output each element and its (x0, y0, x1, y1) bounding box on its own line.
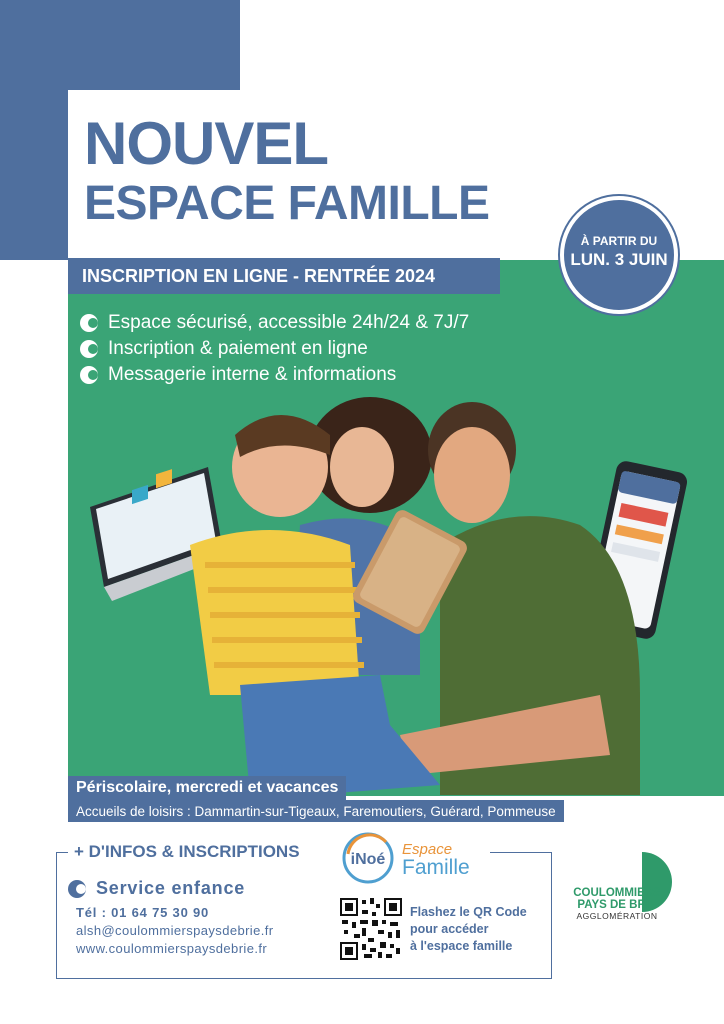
agglo-line-2: PAYS DE BRIE (577, 899, 657, 911)
qr-line-3: à l'espace famille (410, 939, 513, 953)
feature-text: Espace sécurisé, accessible 24h/24 & 7J/7 (108, 312, 470, 333)
title-line-1: NOUVEL (84, 110, 329, 177)
agglomeration-subtitle: AGGLOMÉRATION (576, 911, 658, 921)
badge-line-2: LUN. 3 JUIN (570, 250, 668, 269)
title-line-2: ESPACE FAMILLE (84, 177, 490, 230)
feature-text: Messagerie interne & informations (108, 364, 397, 385)
contact-box-border (56, 852, 68, 853)
start-date-badge (560, 196, 678, 314)
agglomeration-name (558, 887, 676, 911)
contact-box-border (482, 852, 551, 853)
service-name: Service enfance (96, 878, 246, 898)
feature-item (80, 336, 469, 362)
qr-line-2: pour accéder (410, 922, 489, 936)
crescent-icon (80, 340, 98, 358)
family-photo (80, 395, 720, 795)
qr-instructions (410, 904, 527, 955)
badge-line-1: À PARTIR DU (580, 234, 658, 248)
qr-code[interactable] (338, 896, 404, 962)
phone-number: Tél : 01 64 75 30 90 (76, 905, 210, 920)
feature-text: Inscription & paiement en ligne (108, 338, 368, 359)
agglo-line-1: COULOMMIERS (573, 887, 661, 899)
feature-item (80, 362, 469, 388)
activities-title: Périscolaire, mercredi et vacances (68, 776, 346, 800)
crescent-icon (68, 880, 86, 898)
qr-line-1: Flashez le QR Code (410, 905, 527, 919)
inoe-espace-famille-logo (340, 830, 490, 886)
feature-item (80, 310, 469, 336)
activities-locations: Accueils de loisirs : Dammartin-sur-Tigeaux, Faremoutiers, Guérard, Pommeuse (68, 800, 564, 822)
service-enfance-label (68, 878, 245, 899)
crescent-icon (80, 366, 98, 384)
registration-band: INSCRIPTION EN LIGNE - RENTRÉE 2024 (68, 258, 500, 294)
inoe-line-1: Espace (402, 841, 453, 858)
website-url: www.coulommierspaysdebrie.fr (76, 941, 268, 956)
feature-list (80, 310, 469, 388)
contact-heading: + D'INFOS & INSCRIPTIONS (74, 842, 300, 861)
email-address: alsh@coulommierspaysdebrie.fr (76, 923, 274, 938)
crescent-icon (80, 314, 98, 332)
inoe-line-2: Famille (402, 856, 470, 879)
inoe-brand: iNoé (350, 851, 386, 868)
